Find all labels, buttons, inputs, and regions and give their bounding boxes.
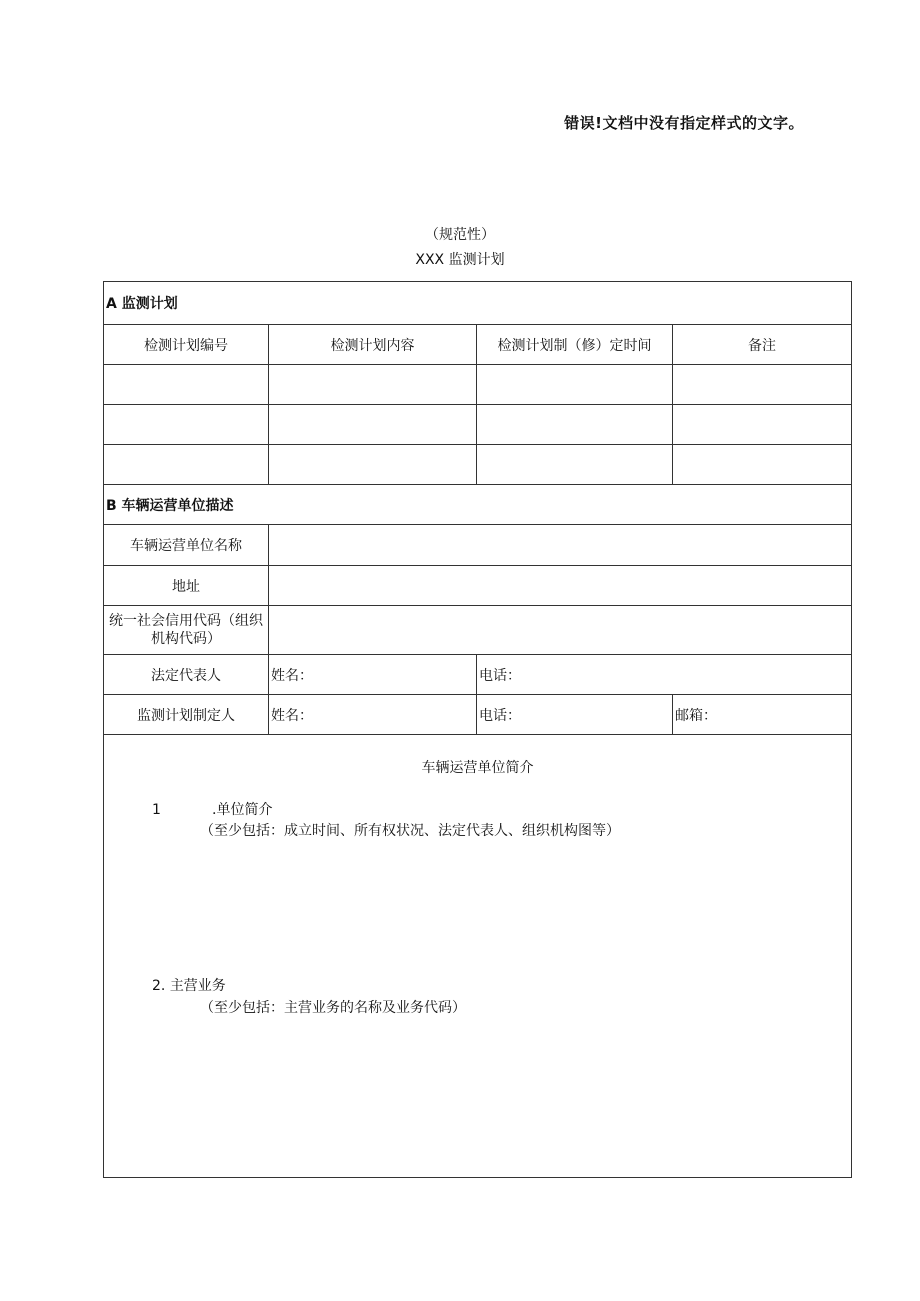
title-code: XXX xyxy=(415,252,445,268)
table-cell[interactable] xyxy=(269,365,477,405)
table-row xyxy=(104,365,852,405)
column-header-plan-number: 检测计划编号 xyxy=(104,325,269,365)
item-2-heading xyxy=(152,975,226,995)
credit-code-label: 统一社会信用代码（组织机构代码） xyxy=(104,606,269,655)
legal-rep-name-field[interactable]: 姓名： xyxy=(269,655,477,695)
planner-phone-field[interactable]: 电话： xyxy=(477,695,673,735)
table-cell[interactable] xyxy=(104,445,269,485)
table-cell[interactable] xyxy=(104,365,269,405)
table-cell[interactable] xyxy=(673,445,852,485)
column-header-plan-content: 检测计划内容 xyxy=(269,325,477,365)
table-cell[interactable] xyxy=(477,445,673,485)
legal-rep-label: 法定代表人 xyxy=(104,655,269,695)
table-cell[interactable] xyxy=(104,405,269,445)
intro-section xyxy=(104,735,852,1178)
address-field[interactable] xyxy=(269,566,852,606)
table-cell[interactable] xyxy=(673,405,852,445)
item-2-note: （至少包括：主营业务的名称及业务代码） xyxy=(200,1000,466,1016)
item-2-number: 2. xyxy=(152,978,166,994)
column-header-remarks: 备注 xyxy=(673,325,852,365)
credit-code-field[interactable] xyxy=(269,606,852,655)
item-1-heading xyxy=(152,799,272,819)
document-subtitle: （规范性） xyxy=(425,227,495,243)
address-label: 地址 xyxy=(104,566,269,606)
header-note: 错误!文档中没有指定样式的文字。 xyxy=(564,114,804,132)
planner-name-field[interactable]: 姓名： xyxy=(269,695,477,735)
table-cell[interactable] xyxy=(477,405,673,445)
table-cell[interactable] xyxy=(269,405,477,445)
item-1-note: （至少包括：成立时间、所有权状况、法定代表人、组织机构图等） xyxy=(200,823,620,839)
intro-title: 车辆运营单位简介 xyxy=(421,760,534,776)
title-text: 监测计划 xyxy=(448,252,505,268)
item-1-number: 1 xyxy=(152,802,161,818)
column-header-plan-date: 检测计划制（修）定时间 xyxy=(477,325,673,365)
section-b-heading: B 车辆运营单位描述 xyxy=(104,485,852,525)
planner-email-field[interactable]: 邮箱： xyxy=(673,695,852,735)
item-2-label: 主营业务 xyxy=(169,978,226,994)
planner-label: 监测计划制定人 xyxy=(104,695,269,735)
table-cell[interactable] xyxy=(673,365,852,405)
document-title xyxy=(0,249,920,269)
legal-rep-phone-field[interactable]: 电话： xyxy=(477,655,852,695)
table-row xyxy=(104,445,852,485)
operator-name-field[interactable] xyxy=(269,525,852,566)
section-a-heading: A 监测计划 xyxy=(104,282,852,325)
table-cell[interactable] xyxy=(477,365,673,405)
table-row xyxy=(104,405,852,445)
table-cell[interactable] xyxy=(269,445,477,485)
operator-name-label: 车辆运营单位名称 xyxy=(104,525,269,566)
plan-table xyxy=(103,281,852,1178)
item-1-label: .单位简介 xyxy=(212,802,273,818)
